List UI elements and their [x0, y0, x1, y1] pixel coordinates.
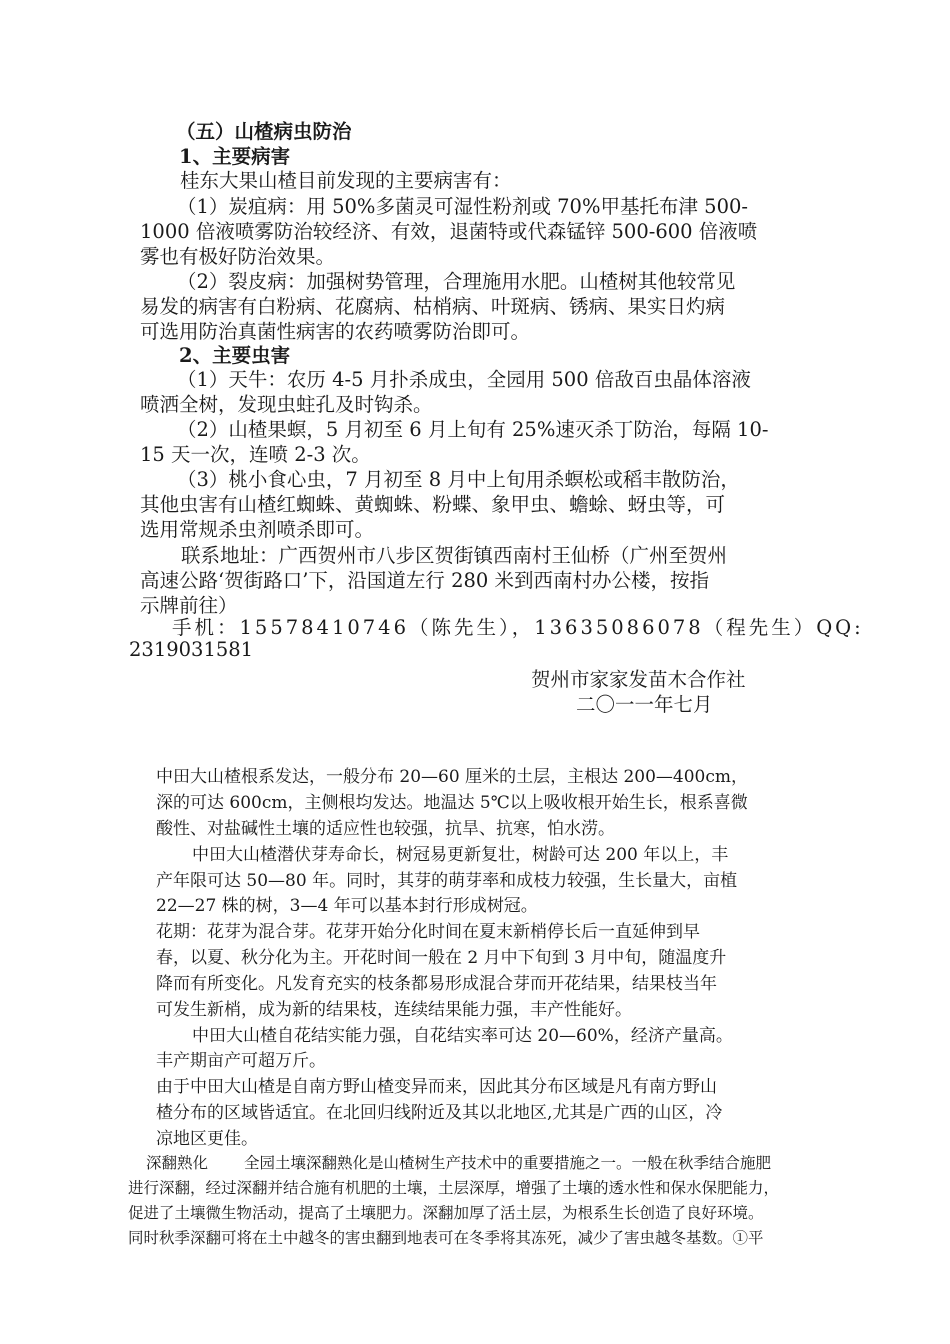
- root-line-2: 深的可达 600cm，主侧根均发达。地温达 5℃以上吸收根开始生长，根系喜微: [156, 793, 748, 813]
- pest-3-line-2: 其他虫害有山楂红蜘蛛、黄蜘蛛、粉蝶、象甲虫、蟾蜍、蚜虫等，可: [140, 493, 726, 516]
- disease-1-line-3: 雾也有极好防治效果。: [140, 245, 336, 268]
- address-line-2: 高速公路‘贺街路口’下，沿国道左行 280 米到西南村办公楼，按指: [140, 569, 710, 592]
- root-line-3: 酸性、对盐碱性土壤的适应性也较强，抗旱、抗寒，怕水涝。: [156, 819, 615, 839]
- yield-line-2: 丰产期亩产可超万斤。: [156, 1051, 326, 1071]
- address-line-3: 示牌前往）: [140, 594, 238, 617]
- disease-heading: 1、主要病害: [179, 145, 291, 168]
- pest-1-line-2: 喷洒全树，发现虫蛀孔及时钩杀。: [140, 393, 433, 416]
- disease-1-line-1: （1）炭疽病：用 50%多菌灵可湿性粉剂或 70%甲基托布津 500-: [177, 195, 748, 218]
- bud-line-1: 中田大山楂潜伏芽寿命长，树冠易更新复壮，树龄可达 200 年以上，丰: [192, 845, 729, 865]
- pest-2-line-1: （2）山楂果螟，5 月初至 6 月上旬有 25%速灭杀丁防治，每隔 10-: [177, 418, 769, 441]
- flowering-line-1: 花期：花芽为混合芽。花芽开始分化时间在夏末新梢停长后一直延伸到早: [156, 922, 700, 942]
- disease-2-line-2: 易发的病害有白粉病、花腐病、枯梢病、叶斑病、锈病、果实日灼病: [140, 295, 726, 318]
- bud-line-2: 产年限可达 50—80 年。同时，其芽的萌芽率和成枝力较强，生长量大，亩植: [156, 871, 738, 891]
- pest-3-line-3: 选用常规杀虫剂喷杀即可。: [140, 518, 375, 541]
- tillage-line-4: 同时秋季深翻可将在土中越冬的害虫翻到地表可在冬季将其冻死，减少了害虫越冬基数。①平: [128, 1229, 764, 1247]
- tillage-heading: 深翻熟化: [146, 1154, 209, 1172]
- origin-line-2: 楂分布的区域皆适宜。在北回归线附近及其以北地区,尤其是广西的山区，冷: [156, 1103, 723, 1123]
- disease-2-line-1: （2）裂皮病：加强树势管理，合理施用水肥。山楂树其他较常见: [177, 270, 736, 293]
- tillage-line-2: 进行深翻，经过深翻并结合施有机肥的土壤，土层深厚，增强了土壤的透水性和保水保肥能力，: [128, 1179, 780, 1197]
- tillage-line-3: 促进了土壤微生物活动，提高了土壤肥力。深翻加厚了活土层，为根系生长创造了良好环境。: [128, 1204, 764, 1222]
- phone-line-1: 手机：15578410746（陈先生），13635086078（程先生）QQ:: [172, 616, 864, 639]
- flowering-line-4: 可发生新梢，成为新的结果枝，连续结果能力强，丰产性能好。: [156, 1000, 632, 1020]
- tillage-line-1: 全园土壤深翻熟化是山楂树生产技术中的重要措施之一。一般在秋季结合施肥: [244, 1154, 772, 1172]
- disease-2-line-3: 可选用防治真菌性病害的农药喷雾防治即可。: [140, 320, 531, 343]
- section-title: （五）山楂病虫防治: [176, 120, 352, 143]
- pest-1-line-1: （1）天牛：农历 4-5 月扑杀成虫，全园用 500 倍敌百虫晶体溶液: [177, 368, 751, 391]
- yield-line-1: 中田大山楂自花结实能力强，自花结实率可达 20—60%，经济产量高。: [192, 1026, 733, 1046]
- address-line-1: 联系地址：广西贺州市八步区贺街镇西南村王仙桥（广州至贺州: [181, 544, 728, 567]
- pest-2-line-2: 15 天一次，连喷 2-3 次。: [140, 443, 371, 466]
- publication-date: 二〇一一年七月: [576, 693, 713, 716]
- flowering-line-2: 春，以夏、秋分化为主。开花时间一般在 2 月中下旬到 3 月中旬，随温度升: [156, 948, 727, 968]
- origin-line-3: 凉地区更佳。: [156, 1129, 258, 1149]
- root-line-1: 中田大山楂根系发达，一般分布 20—60 厘米的土层，主根达 200—400cm，: [156, 767, 749, 787]
- pest-3-line-1: （3）桃小食心虫，7 月初至 8 月中上旬用杀螟松或稻丰散防治，: [177, 468, 740, 491]
- organization-name: 贺州市家家发苗木合作社: [531, 668, 746, 691]
- disease-intro: 桂东大果山楂目前发现的主要病害有：: [180, 169, 512, 192]
- origin-line-1: 由于中田大山楂是自南方野山楂变异而来，因此其分布区域是凡有南方野山: [156, 1077, 717, 1097]
- bud-line-3: 22—27 株的树，3—4 年可以基本封行形成树冠。: [156, 896, 538, 916]
- disease-1-line-2: 1000 倍液喷雾防治较经济、有效，退菌特或代森锰锌 500-600 倍液喷: [140, 220, 758, 243]
- phone-line-2: 2319031581: [129, 638, 254, 661]
- flowering-line-3: 降而有所变化。凡发育充实的枝条都易形成混合芽而开花结果，结果枝当年: [156, 974, 717, 994]
- pest-heading: 2、主要虫害: [179, 344, 291, 367]
